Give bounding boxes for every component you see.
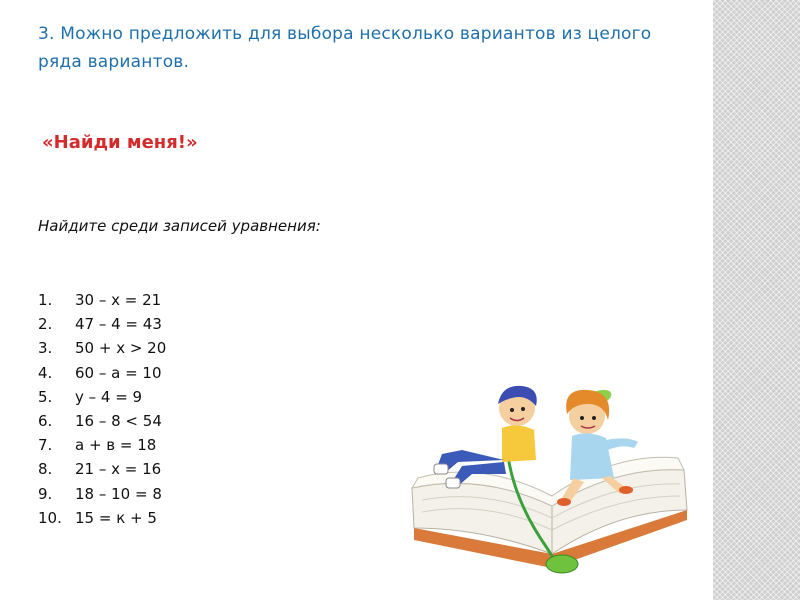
- item-number: 5.: [38, 387, 53, 406]
- list-item: [38, 385, 166, 409]
- instruction-text: Найдите среди записей уравнения:: [38, 217, 321, 235]
- list-item: [38, 506, 166, 530]
- item-text: 16 – 8 < 54: [75, 412, 162, 431]
- item-number: 9.: [38, 484, 53, 503]
- decorative-side-strip: [713, 0, 800, 600]
- item-text: 18 – 10 = 8: [75, 484, 162, 503]
- item-text: у – 4 = 9: [75, 387, 143, 406]
- list-item: [38, 288, 166, 312]
- item-number: 6.: [38, 412, 53, 431]
- item-number: 7.: [38, 436, 53, 455]
- item-number: 3.: [38, 339, 53, 358]
- list-item: [38, 312, 166, 336]
- item-text: 21 – х = 16: [75, 460, 162, 479]
- list-item: [38, 433, 166, 457]
- list-item: [38, 409, 166, 433]
- item-number: 4.: [38, 363, 53, 382]
- list-item: [38, 482, 166, 506]
- equation-list: [38, 288, 166, 530]
- list-item: [38, 336, 166, 360]
- item-number: 1.: [38, 291, 53, 310]
- kids-reading-book-illustration: [402, 378, 702, 583]
- item-number: 10.: [38, 508, 62, 527]
- item-number: 2.: [38, 315, 53, 334]
- item-number: 8.: [38, 460, 53, 479]
- item-text: а + в = 18: [75, 436, 157, 455]
- slide-subtitle: «Найди меня!»: [42, 132, 198, 153]
- slide-heading: 3. Можно предложить для выбора несколько вариантов из целого ряда вариантов.: [38, 24, 652, 72]
- list-item: [38, 457, 166, 481]
- item-text: 47 – 4 = 43: [75, 315, 162, 334]
- list-item: [38, 361, 166, 385]
- item-text: 30 – х = 21: [75, 291, 162, 310]
- item-text: 50 + х > 20: [75, 339, 167, 358]
- item-text: 60 – а = 10: [75, 363, 162, 382]
- item-text: 15 = к + 5: [75, 508, 157, 527]
